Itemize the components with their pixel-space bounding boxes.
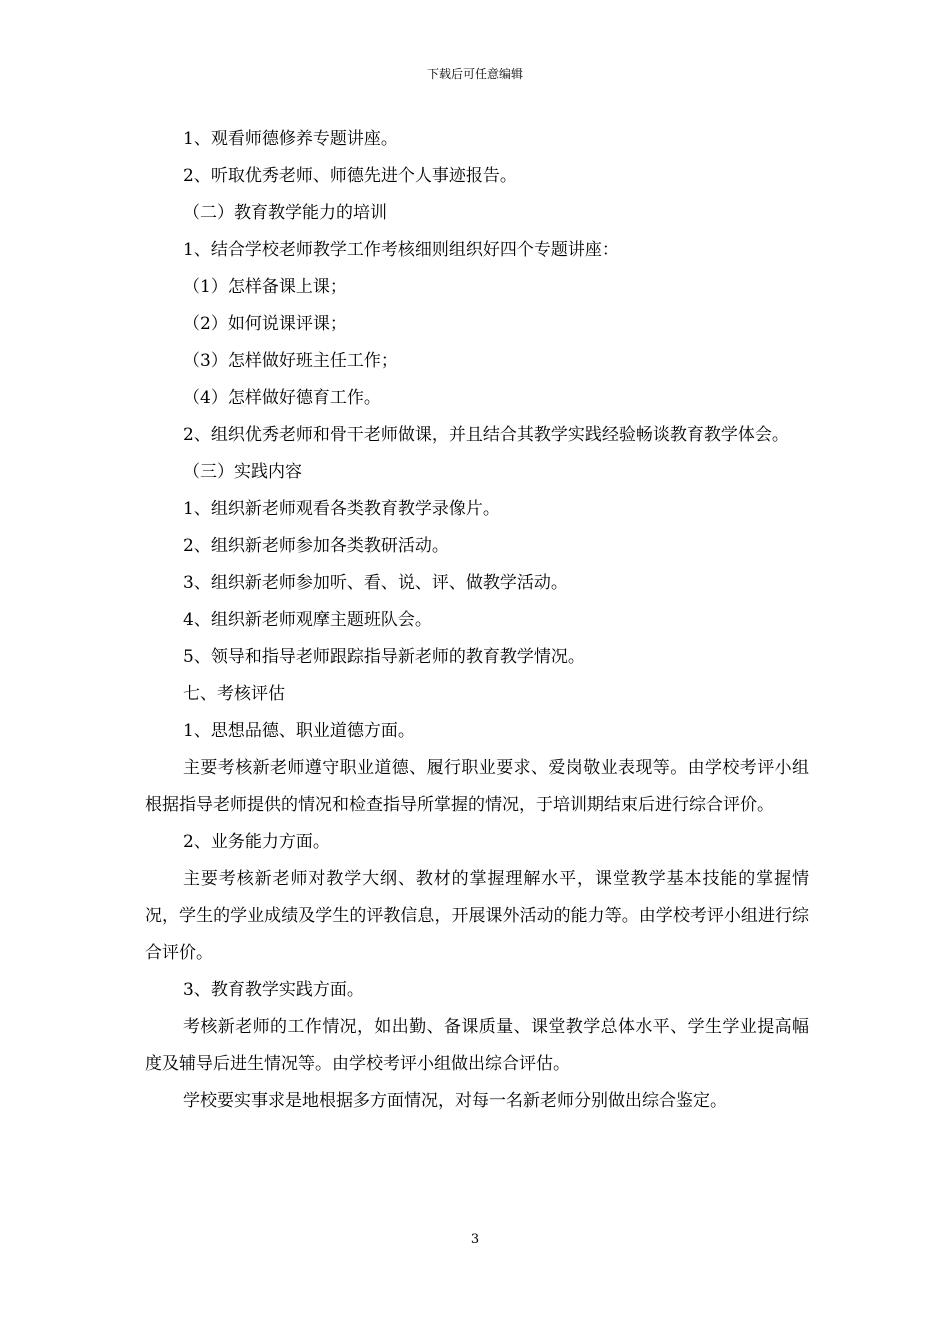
paragraph: 学校要实事求是地根据多方面情况，对每一名新老师分别做出综合鉴定。 bbox=[183, 1091, 727, 1111]
paragraph: 5、领导和指导老师跟踪指导新老师的教育教学情况。 bbox=[183, 647, 585, 667]
paragraph: 3、组织新老师参加听、看、说、评、做教学活动。 bbox=[183, 573, 568, 593]
paragraph: 主要考核新老师遵守职业道德、履行职业要求、爱岗敬业表现等。由学校考评小组根据指导老师提供的情况和检查指导所掌握的情况，于培训期结束后进行综合评价。 bbox=[145, 758, 809, 815]
paragraph: 2、业务能力方面。 bbox=[183, 832, 330, 852]
paragraph: 1、结合学校老师教学工作考核细则组织好四个专题讲座： bbox=[183, 240, 619, 260]
section-heading: （三）实践内容 bbox=[183, 462, 302, 482]
page-number: 3 bbox=[470, 1232, 480, 1247]
list-item: （3）怎样做好班主任工作； bbox=[183, 351, 398, 371]
paragraph: 4、组织新老师观摩主题班队会。 bbox=[183, 610, 432, 630]
list-item: （1）怎样备课上课； bbox=[183, 277, 347, 297]
list-item: （2）如何说课评课； bbox=[183, 314, 347, 334]
page-header: 下载后可任意编辑 bbox=[426, 67, 523, 81]
paragraph: 2、组织新老师参加各类教研活动。 bbox=[183, 536, 449, 556]
paragraph: 1、观看师德修养专题讲座。 bbox=[183, 129, 398, 149]
section-heading: 七、考核评估 bbox=[183, 684, 285, 704]
paragraph: 2、组织优秀老师和骨干老师做课，并且结合其教学实践经验畅谈教育教学体会。 bbox=[183, 425, 789, 445]
list-item: （4）怎样做好德育工作。 bbox=[183, 388, 381, 408]
section-heading: （二）教育教学能力的培训 bbox=[183, 203, 387, 223]
paragraph: 主要考核新老师对教学大纲、教材的掌握理解水平，课堂教学基本技能的掌握情况，学生的学业成绩及学生的评教信息，开展课外活动的能力等。由学校考评小组进行综合评价。 bbox=[145, 869, 809, 963]
paragraph: 考核新老师的工作情况，如出勤、备课质量、课堂教学总体水平、学生学业提高幅度及辅导后进生情况等。由学校考评小组做出综合评估。 bbox=[145, 1017, 809, 1074]
paragraph: 2、听取优秀老师、师德先进个人事迹报告。 bbox=[183, 166, 517, 186]
paragraph: 1、组织新老师观看各类教育教学录像片。 bbox=[183, 499, 500, 519]
document-body bbox=[145, 121, 809, 1120]
paragraph: 1、思想品德、职业道德方面。 bbox=[183, 721, 415, 741]
paragraph: 3、教育教学实践方面。 bbox=[183, 980, 364, 1000]
